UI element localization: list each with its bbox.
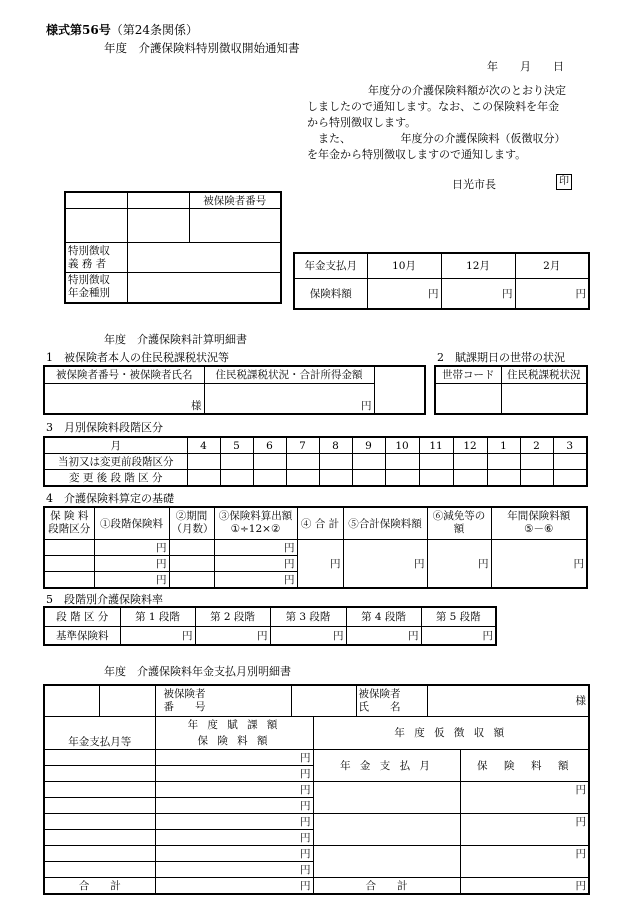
base-premium-cell: 円	[270, 626, 346, 645]
seal-mark: 印	[556, 174, 572, 190]
stage-premium-cell: 円	[94, 555, 169, 571]
payment-month: 2月	[515, 253, 589, 278]
base-premium-cell: 円	[195, 626, 270, 645]
provisional-premium-header: 保 険 料 額	[460, 749, 589, 781]
notice-text: を年金から特別徴収しますので通知します。	[307, 148, 527, 161]
tax-status-header: 住民税課税状況・合計所得金額	[204, 366, 374, 383]
annual-assessment-header: 年 度 賦 課 額	[155, 716, 313, 733]
section3-title: 3 月別保険料段階区分	[46, 421, 163, 434]
month-cell: 6	[253, 437, 286, 454]
total-premium-cell: 円	[343, 539, 427, 588]
annual-premium-header: 保 険 料 額	[155, 733, 313, 749]
annual-premium-header: 年間保険料額 ⑤－⑥	[491, 507, 587, 539]
section2-table	[434, 365, 588, 415]
premium-amount: 円	[367, 278, 441, 309]
total-premium-header: ⑤合計保険料額	[343, 507, 427, 539]
insured-number-label: 被保険者 番 号	[155, 685, 291, 716]
stage-label: 段 階 区 分	[44, 607, 120, 626]
insured-box	[64, 191, 282, 304]
payment-month-label: 年金支払月	[294, 253, 367, 278]
month-cell: 7	[286, 437, 319, 454]
section1-table	[43, 365, 426, 415]
honorific: 様	[427, 685, 589, 716]
insured-number-value	[189, 209, 281, 243]
document-title: 年度 介護保険料特別徴収開始通知書	[104, 41, 300, 55]
stage-cell: 第 1 段階	[120, 607, 195, 626]
annual-premium-cell: 円	[155, 765, 313, 781]
section4-title: 4 介護保険料算定の基礎	[46, 492, 174, 505]
notice-text: 年度分の介護保険料額が次のとおり決定	[368, 84, 566, 97]
annual-premium-cell: 円	[155, 749, 313, 765]
month-cell: 4	[187, 437, 220, 454]
payment-month: 12月	[441, 253, 515, 278]
base-premium-cell: 円	[120, 626, 195, 645]
stage-premium-cell: 円	[94, 571, 169, 588]
section3-table	[43, 436, 588, 487]
issuer: 日光市長	[452, 178, 496, 191]
provisional-collection-header: 年 度 仮 徴 収 額	[313, 716, 589, 749]
provisional-premium-cell: 円	[460, 781, 589, 813]
monthly-table	[43, 684, 590, 895]
insured-number-label: 被保険者番号	[189, 192, 281, 209]
base-premium-cell: 円	[346, 626, 421, 645]
premium-amount-label: 保険料額	[294, 278, 367, 309]
section2-title: 2 賦課期日の世帯の状況	[437, 351, 565, 364]
provisional-premium-cell: 円	[460, 845, 589, 877]
pension-type-value	[127, 273, 281, 303]
annual-total-label: 合 計	[44, 877, 155, 894]
month-cell: 12	[453, 437, 487, 454]
provisional-total-label: 合 計	[313, 877, 460, 894]
month-cell: 8	[319, 437, 352, 454]
stage-header: 保 険 料 段階区分	[44, 507, 94, 539]
pension-type-label: 特別徴収 年金種別	[65, 273, 127, 303]
premium-amount: 円	[441, 278, 515, 309]
date-line: 年 月 日	[487, 60, 564, 73]
insured-number-name-header: 被保険者番号・被保険者氏名	[44, 366, 204, 383]
sum-header: ④ 合 計	[297, 507, 343, 539]
calc-title: 年度 介護保険料計算明細書	[104, 333, 247, 346]
base-premium-cell: 円	[421, 626, 496, 645]
month-cell: 10	[385, 437, 419, 454]
annual-premium-cell: 円	[155, 813, 313, 829]
annual-total-cell: 円	[155, 877, 313, 894]
insured-name-label: 被保険者 氏 名	[356, 685, 427, 716]
obligor-label: 特別徴収 義 務 者	[65, 243, 127, 273]
base-premium-label: 基準保険料	[44, 626, 120, 645]
stage-cell: 第 5 段階	[421, 607, 496, 626]
household-code-header: 世帯コード	[435, 366, 501, 383]
month-cell: 3	[553, 437, 587, 454]
section4-table	[43, 506, 588, 589]
section5-title: 5 段階別介護保険料率	[46, 593, 163, 606]
reduction-header: ⑥減免等の 額	[427, 507, 491, 539]
payment-month-header: 年金支払月等	[44, 716, 155, 749]
month-cell: 9	[352, 437, 385, 454]
month-cell: 2	[520, 437, 553, 454]
notice-text: しましたので通知します。なお、この保険料を年金	[307, 100, 560, 113]
notice-text: から特別徴収します。	[307, 116, 417, 129]
premium-calc-cell: 円	[214, 571, 297, 588]
month-cell: 11	[419, 437, 453, 454]
annual-premium-cell: 円	[155, 861, 313, 877]
notice-text: また、 年度分の介護保険料（仮徴収分）	[318, 132, 566, 145]
form-number: 様式第56号（第24条関係）	[46, 23, 198, 37]
changed-stage-label: 変 更 後 段 階 区 分	[44, 470, 187, 487]
annual-premium-cell: 円	[155, 781, 313, 797]
premium-calc-cell: 円	[214, 555, 297, 571]
monthly-title: 年度 介護保険料年金支払月別明細書	[104, 665, 291, 678]
payment-table	[293, 252, 590, 310]
provisional-month-header: 年 金 支 払 月	[313, 749, 460, 781]
total-income: 円	[204, 383, 374, 414]
stage-premium-cell: 円	[94, 539, 169, 555]
month-cell: 5	[220, 437, 253, 454]
household-tax-header: 住民税課税状況	[501, 366, 587, 383]
month-header: 月	[44, 437, 187, 454]
annual-premium-cell: 円	[155, 829, 313, 845]
premium-calc-cell: 円	[214, 539, 297, 555]
initial-stage-label: 当初又は変更前段階区分	[44, 454, 187, 470]
premium-calc-header: ③保険料算出額 ①÷12×②	[214, 507, 297, 539]
annual-premium-cell: 円	[155, 845, 313, 861]
stage-cell: 第 3 段階	[270, 607, 346, 626]
period-header: ②期間 （月数）	[169, 507, 214, 539]
payment-month: 10月	[367, 253, 441, 278]
honorific: 様	[44, 383, 204, 414]
section5-table	[43, 606, 497, 646]
section1-title: 1 被保険者本人の住民税課税状況等	[46, 351, 229, 364]
reduction-cell: 円	[427, 539, 491, 588]
obligor-value	[127, 243, 281, 273]
stage-cell: 第 4 段階	[346, 607, 421, 626]
month-cell: 1	[487, 437, 520, 454]
annual-premium-cell: 円	[155, 797, 313, 813]
stage-cell: 第 2 段階	[195, 607, 270, 626]
sum-cell: 円	[297, 539, 343, 588]
provisional-total-cell: 円	[460, 877, 589, 894]
stage-premium-header: ①段階保険料	[94, 507, 169, 539]
premium-amount: 円	[515, 278, 589, 309]
annual-premium-cell: 円	[491, 539, 587, 588]
provisional-premium-cell: 円	[460, 813, 589, 845]
